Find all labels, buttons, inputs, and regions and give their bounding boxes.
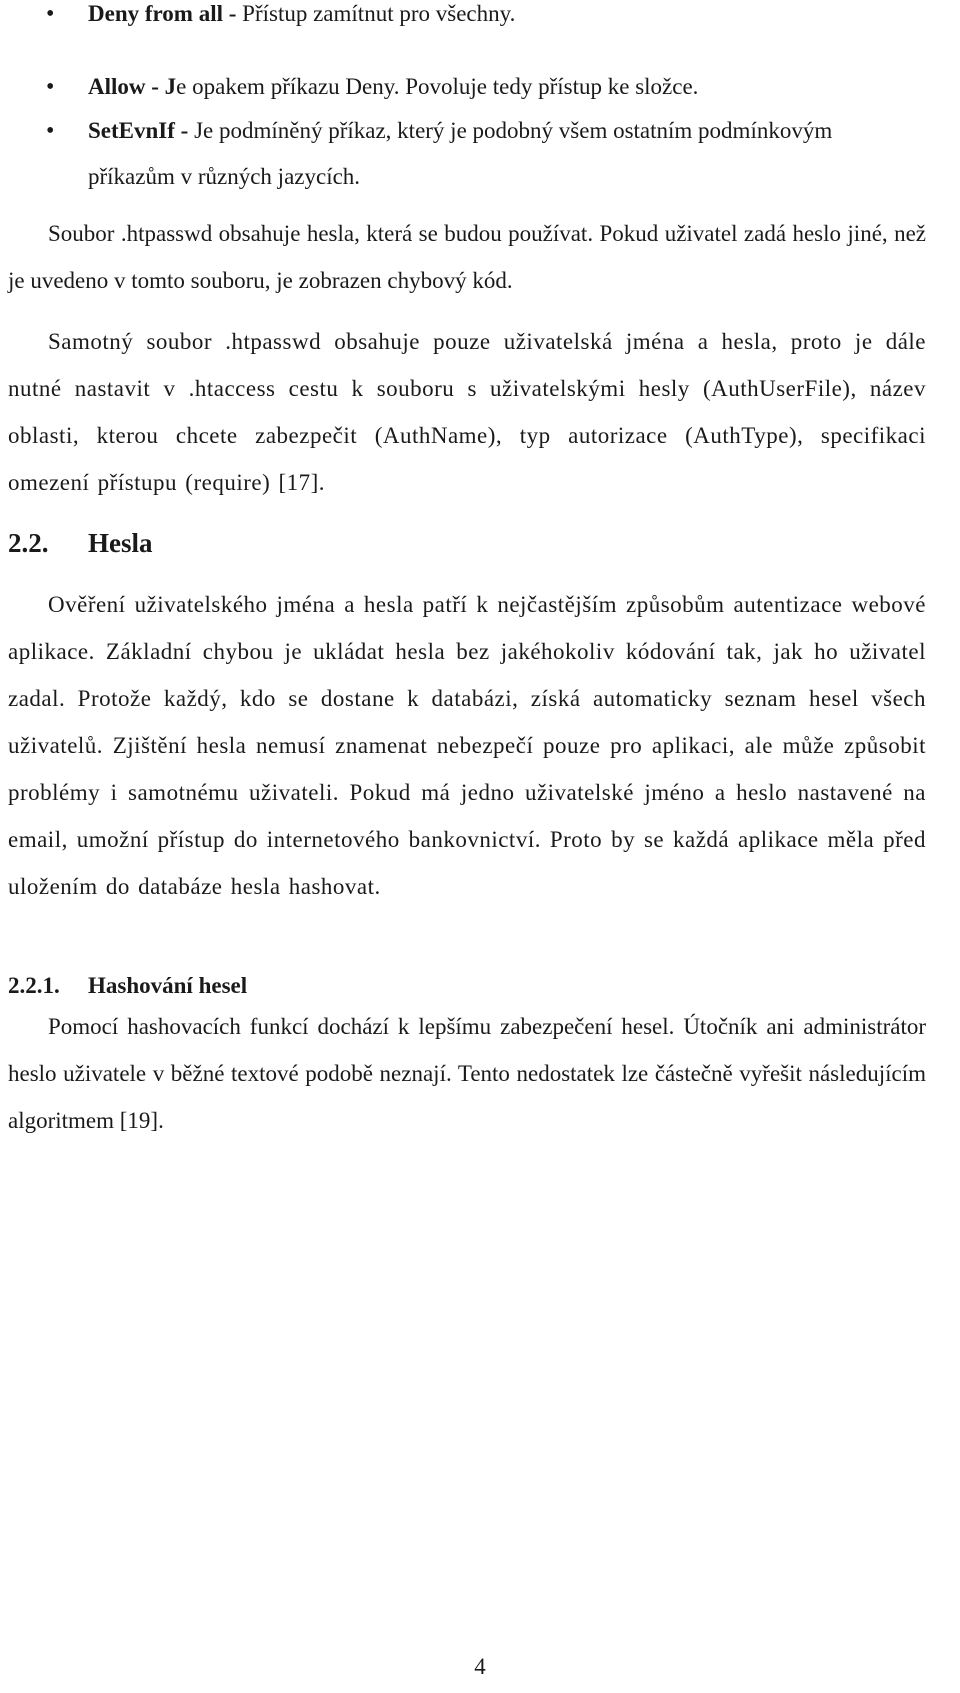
bullet-icon: •	[46, 118, 55, 144]
subsection-paragraph: Pomocí hashovacích funkcí dochází k lepšímu zabezpečení hesel. Útočník ani administrátor heslo uživatele v běžné textové podobě neznají. Tento nedostatek lze částečně vyřešit následujícím algoritmem [19].	[8, 1014, 926, 1133]
subsection-title: Hashování hesel	[88, 973, 248, 998]
list-item-desc: Je podmíněný příkaz, který je podobný všem ostatním podmínkovým příkazům v různých jazycích.	[88, 118, 833, 189]
list-item-text	[88, 0, 928, 37]
section-title: Hesla	[88, 528, 153, 558]
section-paragraph: Ověření uživatelského jména a hesla patří k nejčastějším způsobům autentizace webové aplikace. Základní chybou je ukládat hesla bez jakéhokoliv kódování tak, jak ho uživatel zadal. Protože každý, kdo se dostane k databázi, získá automaticky seznam hesel všech uživatelů. Zjištění hesla nemusí znamenat nebezpečí pouze pro aplikaci, ale může způsobit problémy i samotnému uživateli. Pokud má jedno uživatelské jméno a heslo nastavené na email, umožní přístup do internetového bankovnictví. Proto by se každá aplikace měla před uložením do databáze hesla hashovat.	[8, 592, 926, 899]
bullet-icon: •	[46, 74, 55, 100]
bullet-icon: •	[46, 1, 55, 27]
page-number: 4	[474, 1654, 486, 1679]
paragraph-htpasswd: Soubor .htpasswd obsahuje hesla, která se budou používat. Pokud uživatel zadá heslo jiné, než je uvedeno v tomto souboru, je zobrazen chybový kód.	[8, 221, 926, 293]
subsection-heading	[8, 973, 247, 999]
paragraph-htaccess: Samotný soubor .htpasswd obsahuje pouze uživatelská jména a hesla, proto je dále nutné nastavit v .htaccess cestu k souboru s uživatelskými hesly (AuthUserFile), název oblasti, kterou chcete zabezpečit (AuthName), typ autorizace (AuthType), specifikaci omezení přístupu (require) [17].	[8, 329, 926, 495]
list-item-text	[88, 108, 868, 200]
list-item-term: SetEvnIf -	[88, 118, 195, 143]
list-item-desc: e opakem příkazu Deny. Povoluje tedy přístup ke složce.	[176, 74, 699, 99]
list-item-term: Allow - J	[88, 74, 177, 99]
list-item-desc: Přístup zamítnut pro všechny.	[242, 1, 516, 26]
subsection-number: 2.2.1.	[8, 973, 60, 998]
list-item-text	[88, 64, 928, 110]
list-item-term: Deny from all -	[88, 1, 243, 26]
section-heading	[8, 528, 153, 559]
section-number: 2.2.	[8, 528, 49, 558]
